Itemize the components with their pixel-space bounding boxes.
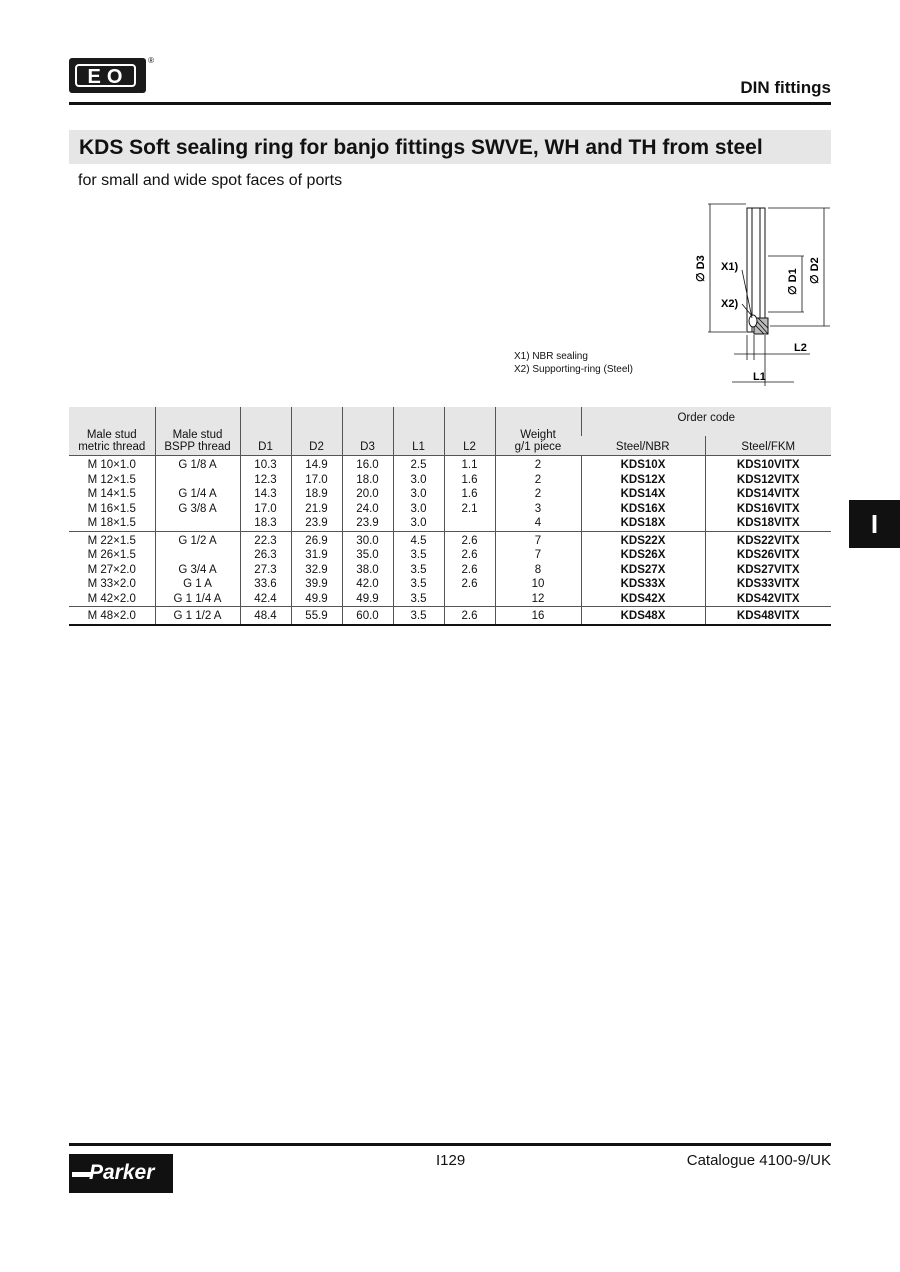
table-row — [69, 607, 831, 625]
header-weight: Weight g/1 piece — [495, 407, 581, 456]
cell-order-code-fkm: KDS42VITX — [705, 592, 831, 607]
table-row — [69, 473, 831, 488]
cell-l2: 1.6 — [444, 487, 495, 502]
diagram-note-x1: X1) NBR sealing — [514, 351, 588, 362]
cell-weight: 10 — [495, 577, 581, 592]
cell-order-code-fkm: KDS33VITX — [705, 577, 831, 592]
cell-order-code-nbr: KDS16X — [581, 502, 705, 517]
cell-l2: 2.6 — [444, 607, 495, 625]
l2-label: L2 — [794, 342, 807, 354]
cell-weight: 3 — [495, 502, 581, 517]
cell-l1: 3.5 — [393, 577, 444, 592]
l1-label: L1 — [753, 371, 766, 383]
cell-bspp-thread — [155, 516, 240, 531]
cell-bspp-thread: G 1/8 A — [155, 456, 240, 473]
cell-d3: 49.9 — [342, 592, 393, 607]
cell-order-code-nbr: KDS18X — [581, 516, 705, 531]
catalogue-reference: Catalogue 4100-9/UK — [686, 1152, 831, 1169]
cell-weight: 7 — [495, 548, 581, 563]
header-order-code: Order code — [581, 407, 831, 436]
cell-metric-thread: M 33×2.0 — [87, 578, 136, 591]
cell-order-code-fkm: KDS14VITX — [705, 487, 831, 502]
cell-metric-thread: M 26×1.5 — [87, 549, 136, 562]
cell-l2: 1.1 — [444, 456, 495, 473]
cell-l1: 3.5 — [393, 592, 444, 607]
table-body — [69, 456, 831, 625]
cell-l2: 1.6 — [444, 473, 495, 488]
cell-d3: 38.0 — [342, 563, 393, 578]
cell-l1: 3.0 — [393, 502, 444, 517]
cell-d1: 48.4 — [240, 607, 291, 625]
page-number: I129 — [436, 1152, 466, 1169]
cell-d2: 23.9 — [291, 516, 342, 531]
cell-d1: 33.6 — [240, 577, 291, 592]
table-row — [69, 516, 831, 531]
registered-mark: ® — [148, 56, 154, 65]
cell-l1: 3.5 — [393, 548, 444, 563]
cell-weight: 7 — [495, 531, 581, 548]
cell-weight: 12 — [495, 592, 581, 607]
cell-d3: 20.0 — [342, 487, 393, 502]
specification-table — [69, 407, 831, 626]
cell-d1: 26.3 — [240, 548, 291, 563]
sealing-ring-diagram — [690, 200, 840, 390]
cell-bspp-thread: G 1 1/4 A — [155, 592, 240, 607]
cell-order-code-fkm: KDS12VITX — [705, 473, 831, 488]
page-subtitle: for small and wide spot faces of ports — [78, 172, 343, 189]
table-row — [69, 577, 831, 592]
cell-bspp-thread: G 1 A — [155, 577, 240, 592]
cell-weight: 8 — [495, 563, 581, 578]
cell-order-code-nbr: KDS33X — [581, 577, 705, 592]
cell-d3: 24.0 — [342, 502, 393, 517]
cell-order-code-fkm: KDS18VITX — [705, 516, 831, 531]
cell-l2 — [444, 592, 495, 607]
header-d2: D2 — [291, 407, 342, 456]
header-l1: L1 — [393, 407, 444, 456]
header-steel-nbr: Steel/NBR — [581, 436, 705, 456]
nbr-seal — [749, 315, 757, 327]
cell-weight: 2 — [495, 473, 581, 488]
header-divider — [69, 102, 831, 105]
table-row — [69, 563, 831, 578]
cell-d2: 17.0 — [291, 473, 342, 488]
cell-bspp-thread: G 1/4 A — [155, 487, 240, 502]
table-row — [69, 487, 831, 502]
x2-label: X2) — [721, 298, 739, 310]
cell-metric-thread: M 27×2.0 — [87, 563, 136, 576]
table-row — [69, 502, 831, 517]
table-row — [69, 592, 831, 607]
cell-bspp-thread: G 3/4 A — [155, 563, 240, 578]
cell-d1: 22.3 — [240, 531, 291, 548]
table-row — [69, 456, 831, 473]
header-d3: D3 — [342, 407, 393, 456]
cell-order-code-fkm: KDS16VITX — [705, 502, 831, 517]
cell-d2: 21.9 — [291, 502, 342, 517]
parker-logo — [69, 1154, 173, 1193]
cell-metric-thread: M 18×1.5 — [69, 516, 155, 531]
cell-d2: 49.9 — [291, 592, 342, 607]
cell-order-code-nbr: KDS12X — [581, 473, 705, 488]
cell-bspp-thread — [155, 548, 240, 563]
cell-order-code-fkm: KDS48VITX — [705, 607, 831, 625]
header-l2: L2 — [444, 407, 495, 456]
cell-order-code-fkm: KDS22VITX — [705, 531, 831, 548]
cell-metric-thread: M 10×1.0 — [69, 456, 155, 473]
cell-l2: 2.6 — [444, 563, 495, 578]
cell-d2: 26.9 — [291, 531, 342, 548]
cell-metric-thread: M 14×1.5 — [87, 488, 136, 501]
cell-l1: 3.0 — [393, 516, 444, 531]
cell-l2 — [444, 516, 495, 531]
cell-d3: 30.0 — [342, 531, 393, 548]
table-row — [69, 531, 831, 548]
cell-d1: 17.0 — [240, 502, 291, 517]
cell-order-code-nbr: KDS10X — [581, 456, 705, 473]
diagram-note-x2: X2) Supporting-ring (Steel) — [514, 364, 633, 375]
cell-order-code-fkm: KDS26VITX — [705, 548, 831, 563]
cell-l2: 2.6 — [444, 531, 495, 548]
cell-l2: 2.6 — [444, 548, 495, 563]
cell-order-code-nbr: KDS22X — [581, 531, 705, 548]
cell-d1: 42.4 — [240, 592, 291, 607]
cell-weight: 4 — [495, 516, 581, 531]
cell-l2: 2.1 — [444, 502, 495, 517]
cell-order-code-fkm: KDS10VITX — [705, 456, 831, 473]
cell-d3: 18.0 — [342, 473, 393, 488]
cell-l1: 3.5 — [393, 563, 444, 578]
section-tab: I — [849, 500, 900, 548]
cell-order-code-nbr: KDS14X — [581, 487, 705, 502]
cell-l1: 3.5 — [393, 607, 444, 625]
cell-weight: 2 — [495, 456, 581, 473]
header-metric-thread: Male stud metric thread — [69, 407, 155, 456]
header-steel-fkm: Steel/FKM — [705, 436, 831, 456]
cell-metric-thread: M 42×2.0 — [69, 592, 155, 607]
x1-label: X1) — [721, 261, 739, 273]
cell-d2: 55.9 — [291, 607, 342, 625]
header-bspp-thread: Male stud BSPP thread — [155, 407, 240, 456]
cell-d2: 31.9 — [291, 548, 342, 563]
cell-order-code-nbr: KDS42X — [581, 592, 705, 607]
cell-d3: 35.0 — [342, 548, 393, 563]
cell-bspp-thread — [155, 473, 240, 488]
cell-d2: 39.9 — [291, 577, 342, 592]
cell-d2: 14.9 — [291, 456, 342, 473]
cell-d2: 18.9 — [291, 487, 342, 502]
cell-d3: 60.0 — [342, 607, 393, 625]
cell-l1: 3.0 — [393, 473, 444, 488]
cell-bspp-thread: G 1/2 A — [155, 531, 240, 548]
d1-label: ∅ D1 — [787, 268, 799, 295]
section-label: DIN fittings — [740, 78, 831, 97]
cell-l1: 4.5 — [393, 531, 444, 548]
cell-d1: 27.3 — [240, 563, 291, 578]
cell-d1: 10.3 — [240, 456, 291, 473]
cell-order-code-fkm: KDS27VITX — [705, 563, 831, 578]
cell-order-code-nbr: KDS27X — [581, 563, 705, 578]
cell-metric-thread: M 48×2.0 — [69, 607, 155, 625]
cell-d3: 16.0 — [342, 456, 393, 473]
cell-l1: 2.5 — [393, 456, 444, 473]
cell-d3: 23.9 — [342, 516, 393, 531]
header-d1: D1 — [240, 407, 291, 456]
cell-bspp-thread: G 1 1/2 A — [155, 607, 240, 625]
parker-logo-text: Parker — [89, 1161, 155, 1184]
cell-d1: 12.3 — [240, 473, 291, 488]
cell-d2: 32.9 — [291, 563, 342, 578]
eo-logo-text: EO — [75, 64, 136, 87]
cell-weight: 16 — [495, 607, 581, 625]
page-title: KDS Soft sealing ring for banjo fittings SWVE, WH and TH from steel — [79, 136, 763, 159]
cell-l1: 3.0 — [393, 487, 444, 502]
cell-d1: 18.3 — [240, 516, 291, 531]
cell-d3: 42.0 — [342, 577, 393, 592]
d3-label: ∅ D3 — [695, 255, 707, 282]
table-row — [69, 548, 831, 563]
footer-divider — [69, 1143, 831, 1146]
cell-d1: 14.3 — [240, 487, 291, 502]
cell-metric-thread: M 22×1.5 — [87, 534, 136, 547]
cell-order-code-nbr: KDS48X — [581, 607, 705, 625]
cell-l2: 2.6 — [444, 577, 495, 592]
cell-metric-thread: M 16×1.5 — [87, 502, 136, 515]
cell-metric-thread: M 12×1.5 — [87, 473, 136, 486]
cell-weight: 2 — [495, 487, 581, 502]
eo-logo — [69, 56, 154, 93]
cell-order-code-nbr: KDS26X — [581, 548, 705, 563]
cell-bspp-thread: G 3/8 A — [155, 502, 240, 517]
d2-label: ∅ D2 — [809, 257, 821, 284]
